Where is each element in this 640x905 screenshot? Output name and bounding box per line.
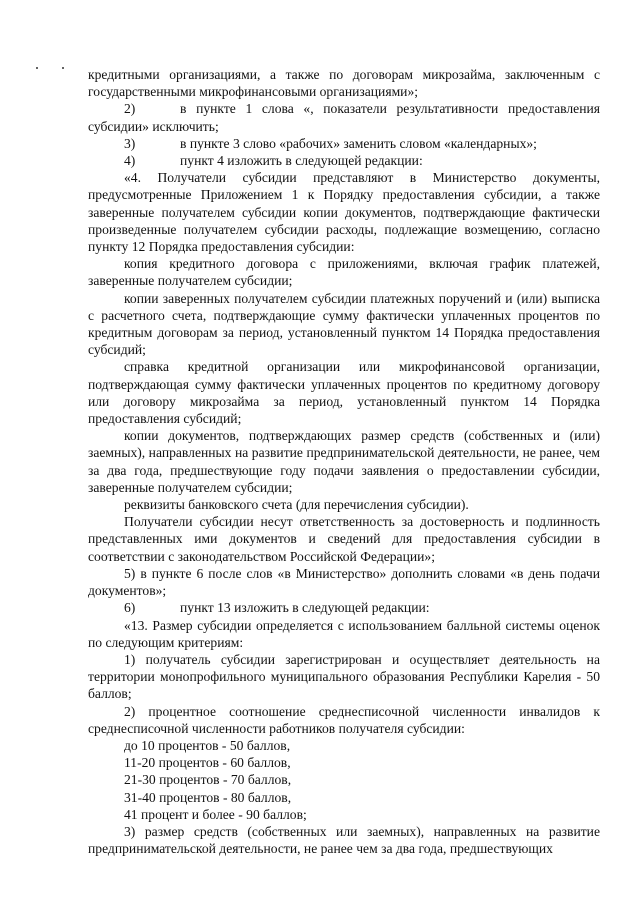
paragraph: 1) получатель субсидии зарегистрирован и осуществляет деятельность на территории монопрофильного муниципального образования Республики Карелия - 50 баллов;	[88, 651, 600, 702]
paragraph: Получатели субсидии несут ответственность за достоверность и подлинность представленных ими документов и сведений для предоставления субсидии в соответствии с законодательством Российской Федерации»;	[88, 514, 600, 564]
score-list-item: 31-40 процентов - 80 баллов,	[124, 789, 292, 805]
paragraph: 5) в пункте 6 после слов «в Министерство» дополнить словами «в день подачи документов»;	[88, 565, 600, 599]
paragraph: копии заверенных получателем субсидии платежных поручений и (или) выписка с расчетного счета, подтверждающие сумму фактически уплаченных процентов по кредитным договорам за период, установленный пунктом 14 Порядка предоставления субсидий;	[88, 290, 600, 358]
score-list-item: до 10 процентов - 50 баллов,	[124, 737, 291, 753]
paragraph: «13. Размер субсидии определяется с использованием балльной системы оценок по следующим критериям:	[88, 617, 600, 650]
score-list-item: 11-20 процентов - 60 баллов,	[124, 755, 291, 771]
document-body	[88, 66, 600, 857]
item-number: 4)	[124, 153, 136, 169]
list-item-3	[88, 135, 600, 152]
paragraph: реквизиты банковского счета (для перечисления субсидии).	[124, 497, 469, 513]
scan-speck	[62, 67, 64, 69]
paragraph: справка кредитной организации или микрофинансовой организации, подтверждающая сумму фактически уплаченных процентов по кредитному договору или договору микрозайма за период, установленный пунктом 14 Порядка предоставления субсидий;	[88, 359, 600, 427]
item-number: 6)	[124, 600, 136, 616]
score-list-item: 21-30 процентов - 70 баллов,	[124, 772, 292, 788]
paragraph: копия кредитного договора с приложениями, включая график платежей, заверенные получателем субсидии;	[88, 256, 600, 289]
item-text: в пункте 3 слово «рабочих» заменить словом «календарных»;	[180, 135, 537, 151]
list-item-6	[88, 599, 600, 616]
item-text: пункт 4 изложить в следующей редакции:	[180, 153, 423, 169]
scan-speck	[36, 67, 38, 69]
list-item-2	[88, 100, 600, 134]
paragraph: кредитными организациями, а также по договорам микрозайма, заключенным с государственными микрофинансовыми организациями»;	[88, 67, 600, 100]
score-list-item: 41 процент и более - 90 баллов;	[124, 806, 307, 822]
item-number: 3)	[124, 135, 136, 151]
paragraph: 3) размер средств (собственных или заемных), направленных на развитие предпринимательской деятельности, не ранее чем за два года, предшествующих	[88, 823, 600, 857]
item-number: 2)	[124, 101, 136, 117]
item-text: в пункте 1 слова «, показатели результативности предоставления субсидии» исключить;	[88, 101, 600, 134]
paragraph: 2) процентное соотношение среднесписочной численности инвалидов к среднесписочной численности работников получателя субсидии:	[88, 703, 600, 736]
paragraph: копии документов, подтверждающих размер средств (собственных и (или) заемных), направленных на развитие предпринимательской деятельности, не ранее, чем за два года, предшествующие году подачи заявления о предоставлении субсидии, заверенные получателем субсидии;	[88, 428, 600, 495]
paragraph: «4. Получатели субсидии представляют в Министерство документы, предусмотренные Приложением 1 к Порядку предоставления субсидии, а также заверенные получателем субсидии копии документов, подтверждающие фактически произведенные получателем субсидии расходы, подлежащие возмещению, согласно пункту 12 Порядка предоставления субсидии:	[88, 170, 600, 255]
list-item-4	[88, 152, 600, 169]
item-text: пункт 13 изложить в следующей редакции:	[180, 600, 430, 616]
